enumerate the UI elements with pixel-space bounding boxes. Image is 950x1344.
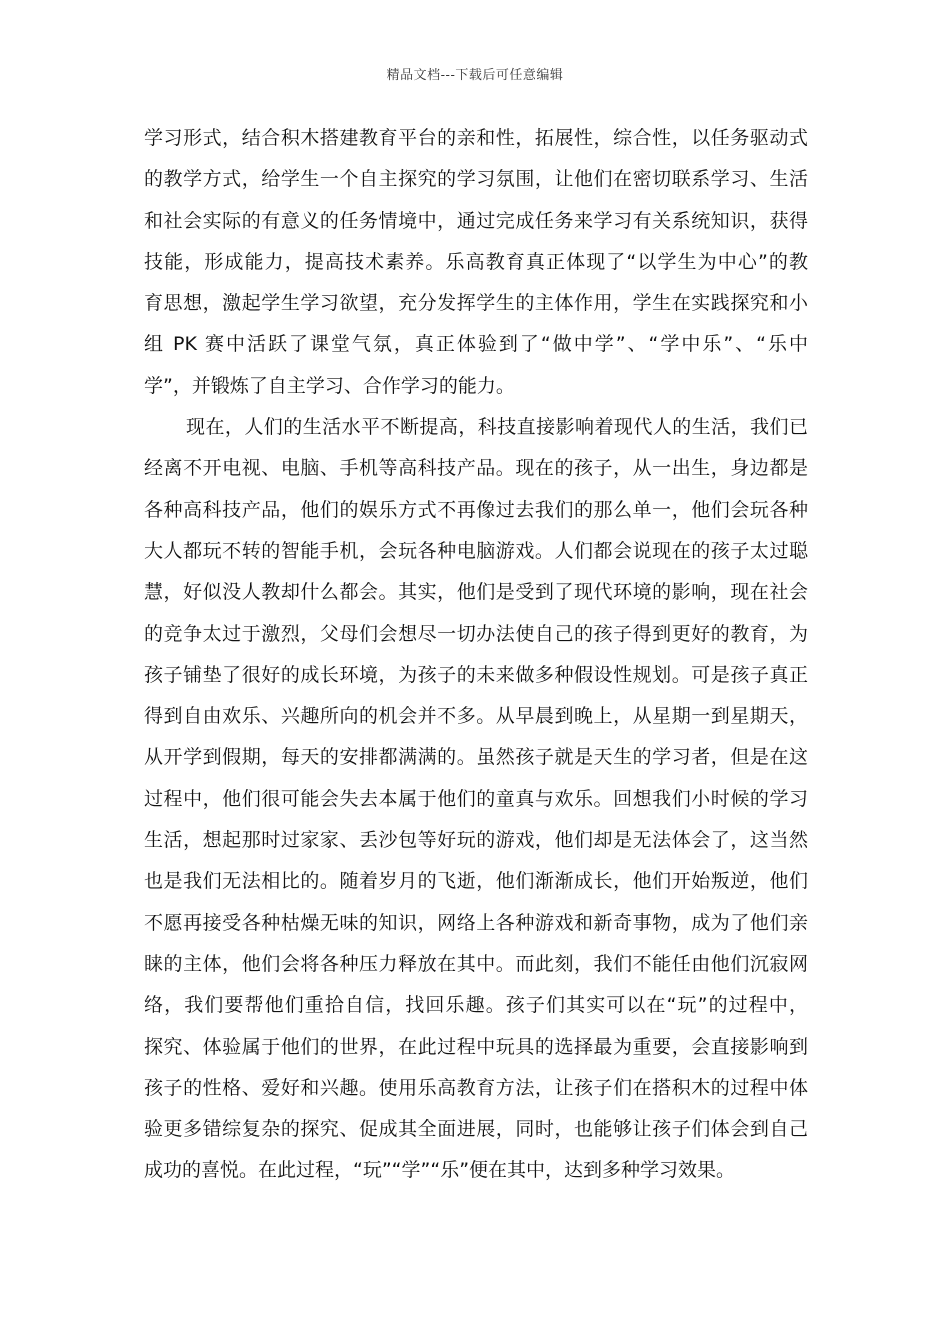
text-line: 经离不开电视、电脑、手机等高科技产品。现在的孩子，从一出生，身边都是 bbox=[144, 457, 808, 480]
text-line: 孩子铺垫了很好的成长环境，为孩子的未来做多种假设性规划。可是孩子真正 bbox=[144, 663, 808, 686]
text-line: 过程中，他们很可能会失去本属于他们的童真与欢乐。回想我们小时候的学习 bbox=[144, 787, 808, 810]
text-line: 的竞争太过于激烈，父母们会想尽一切办法使自己的孩子得到更好的教育，为 bbox=[144, 622, 808, 645]
text-line: 育思想，激起学生学习欲望，充分发挥学生的主体作用，学生在实践探究和小 bbox=[144, 292, 808, 315]
document-body bbox=[144, 118, 808, 1192]
text-line: 不愿再接受各种枯燥无味的知识，网络上各种游戏和新奇事物，成为了他们亲 bbox=[144, 911, 808, 934]
text-line: 慧，好似没人教却什么都会。其实，他们是受到了现代环境的影响，现在社会 bbox=[144, 581, 808, 604]
text-line: 得到自由欢乐、兴趣所向的机会并不多。从早晨到晚上，从星期一到星期天， bbox=[144, 705, 808, 728]
text-line: 现在，人们的生活水平不断提高，科技直接影响着现代人的生活，我们已 bbox=[186, 416, 808, 439]
text-line: 技能，形成能力，提高技术素养。乐高教育真正体现了“以学生为中心”的教 bbox=[144, 250, 808, 273]
text-line: 验更多错综复杂的探究、促成其全面进展，同时，也能够让孩子们体会到自己 bbox=[144, 1118, 808, 1141]
text-line: 学”，并锻炼了自主学习、合作学习的能力。 bbox=[144, 374, 515, 397]
text-line: 学习形式，结合积木搭建教育平台的亲和性，拓展性，综合性，以任务驱动式 bbox=[144, 127, 808, 149]
text-line: 生活，想起那时过家家、丢沙包等好玩的游戏，他们却是无法体会了，这当然 bbox=[144, 829, 808, 852]
text-line: 从开学到假期，每天的安排都满满的。虽然孩子就是天生的学习者，但是在这 bbox=[144, 746, 808, 769]
text-line: 孩子的性格、爱好和兴趣。使用乐高教育方法，让孩子们在搭积木的过程中体 bbox=[144, 1076, 808, 1099]
text-line: 探究、体验属于他们的世界，在此过程中玩具的选择最为重要，会直接影响到 bbox=[144, 1035, 808, 1058]
text-line: 和社会实际的有意义的任务情境中，通过完成任务来学习有关系统知识，获得 bbox=[144, 209, 808, 232]
text-line: 的教学方式，给学生一个自主探究的学习氛围，让他们在密切联系学习、生活 bbox=[144, 168, 808, 191]
text-line: 各种高科技产品，他们的娱乐方式不再像过去我们的那么单一，他们会玩各种 bbox=[144, 498, 808, 521]
text-line: 组 PK 赛中活跃了课堂气氛，真正体验到了“做中学”、“学中乐”、“乐中 bbox=[144, 333, 808, 356]
text-line: 成功的喜悦。在此过程，“玩”“学”“乐”便在其中，达到多种学习效果。 bbox=[144, 1159, 736, 1182]
paragraph-2 bbox=[144, 407, 808, 1192]
text-line: 睐的主体，他们会将各种压力释放在其中。而此刻，我们不能任由他们沉寂网 bbox=[144, 952, 808, 975]
text-line: 络，我们要帮他们重拾自信，找回乐趣。孩子们其实可以在“玩”的过程中， bbox=[144, 994, 808, 1017]
text-line: 大人都玩不转的智能手机，会玩各种电脑游戏。人们都会说现在的孩子太过聪 bbox=[144, 539, 808, 562]
page-header: 精品文档---下载后可任意编辑 bbox=[386, 68, 564, 83]
text-line: 也是我们无法相比的。随着岁月的飞逝，他们渐渐成长，他们开始叛逆，他们 bbox=[144, 870, 808, 893]
paragraph-1 bbox=[144, 118, 808, 407]
